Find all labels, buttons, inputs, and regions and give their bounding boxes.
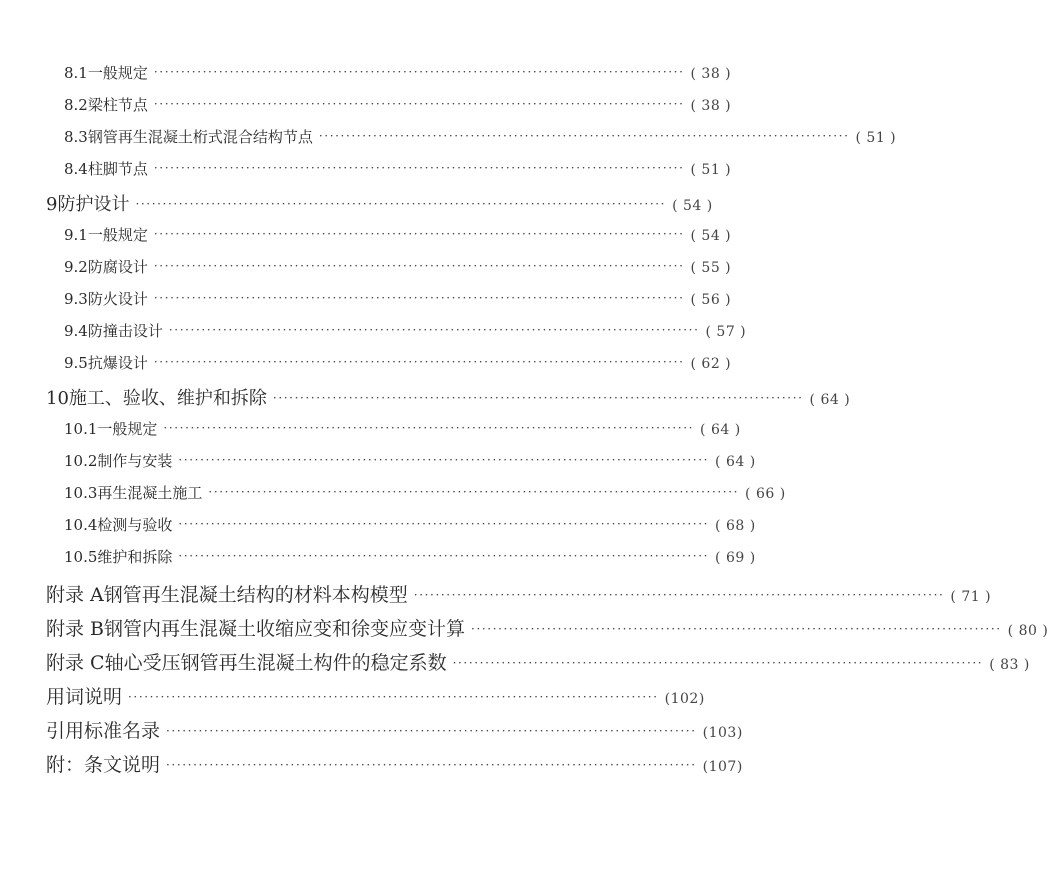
toc-entry-title: 引用标准名录 (46, 720, 161, 742)
toc-entry-10-4[interactable] (64, 514, 756, 535)
toc-entry-page: (107) (702, 759, 743, 775)
toc-entry-page: ( 51 ) (690, 162, 732, 178)
dot-leader: ·································································································· (153, 227, 685, 241)
dot-leader: ·································································································· (153, 355, 685, 369)
toc-entry-title: 附：条文说明 (46, 754, 161, 776)
toc-cited-standards[interactable] (46, 716, 743, 743)
toc-entry-9-5[interactable] (64, 352, 732, 373)
dot-leader: ·································································································· (168, 323, 700, 337)
toc-entry-number: 9.3 (64, 290, 88, 308)
toc-entry-number: 9.5 (64, 354, 88, 372)
dot-leader: ·································································································· (166, 758, 697, 772)
toc-entry-title: 施工、验收、维护和拆除 (68, 388, 267, 409)
toc-entry-title: 检测与验收 (97, 516, 173, 534)
toc-entry-title: 柱脚节点 (87, 160, 148, 178)
toc-entry-page: ( 69 ) (715, 550, 756, 566)
toc-entry-number: 9.4 (64, 322, 88, 340)
dot-leader: ·································································································· (413, 588, 945, 602)
dot-leader: ·································································································· (135, 197, 667, 211)
toc-entry-10-5[interactable] (64, 546, 756, 567)
toc-entry-title: 一般规定 (97, 420, 158, 438)
toc-entry-9-4[interactable] (64, 320, 747, 341)
dot-leader: ·································································································· (166, 724, 697, 738)
toc-appendix-c[interactable] (46, 648, 1030, 675)
toc-entry-title: 制作与安装 (97, 452, 173, 470)
toc-entry-page: ( 71 ) (950, 589, 992, 605)
dot-leader: ·································································································· (153, 291, 685, 305)
toc-entry-number: 8.2 (64, 96, 88, 114)
toc-entry-page: ( 64 ) (700, 422, 741, 438)
toc-entry-number: 9 (46, 194, 58, 215)
toc-entry-page: ( 83 ) (989, 657, 1030, 673)
toc-entry-page: ( 55 ) (690, 260, 732, 276)
toc-entry-number: 9.2 (64, 258, 88, 276)
toc-entry-title: 梁柱节点 (87, 96, 148, 114)
dot-leader: ·································································································· (272, 391, 804, 405)
toc-entry-page: (102) (664, 691, 705, 707)
toc-entry-page: ( 62 ) (690, 356, 732, 372)
toc-entry-title: 一般规定 (87, 226, 148, 244)
toc-entry-number: 附录 C (46, 652, 105, 674)
toc-chapter-10[interactable] (46, 384, 851, 410)
toc-entry-number: 10.4 (64, 516, 98, 534)
toc-entry-title: 防腐设计 (87, 258, 148, 276)
toc-entry-page: (103) (702, 725, 743, 741)
toc-provision-explanation[interactable] (46, 750, 743, 777)
toc-entry-title: 钢管再生混凝土桁式混合结构节点 (87, 128, 313, 146)
dot-leader: ·································································································· (318, 129, 850, 143)
toc-appendix-a[interactable] (46, 580, 992, 607)
toc-entry-title: 防撞击设计 (87, 322, 163, 340)
dot-leader: ·································································································· (471, 622, 1002, 636)
toc-entry-number: 8.4 (64, 160, 88, 178)
toc-entry-page: ( 80 ) (1007, 623, 1048, 639)
toc-entry-title: 轴心受压钢管再生混凝土构件的稳定系数 (104, 652, 447, 674)
toc-entry-title: 钢管内再生混凝土收缩应变和徐变应变计算 (104, 618, 466, 640)
toc-entry-8-4[interactable] (64, 158, 732, 179)
toc-entry-page: ( 54 ) (672, 198, 713, 214)
toc-entry-number: 10.5 (64, 548, 98, 566)
toc-entry-number: 10.1 (64, 420, 98, 438)
toc-entry-8-3[interactable] (64, 126, 897, 147)
toc-entry-title: 抗爆设计 (87, 354, 148, 372)
toc-entry-title: 维护和拆除 (97, 548, 173, 566)
dot-leader: ·································································································· (153, 65, 685, 79)
dot-leader: ·································································································· (208, 485, 740, 499)
toc-entry-number: 8.1 (64, 64, 88, 82)
dot-leader: ·································································································· (178, 517, 710, 531)
toc-entry-number: 附录 B (46, 618, 105, 640)
toc-entry-title: 钢管再生混凝土结构的材料本构模型 (103, 584, 408, 606)
toc-entry-10-1[interactable] (64, 418, 741, 439)
dot-leader: ·································································································· (178, 453, 710, 467)
toc-entry-page: ( 68 ) (715, 518, 756, 534)
dot-leader: ·································································································· (163, 421, 695, 435)
toc-entry-page: ( 66 ) (745, 486, 786, 502)
toc-entry-title: 用词说明 (46, 686, 123, 708)
toc-entry-number: 10 (46, 388, 69, 409)
toc-entry-page: ( 38 ) (690, 98, 732, 114)
toc-entry-page: ( 64 ) (715, 454, 756, 470)
toc-entry-page: ( 64 ) (809, 392, 851, 408)
toc-entry-page: ( 51 ) (855, 130, 897, 146)
toc-entry-8-2[interactable] (64, 94, 732, 115)
toc-entry-number: 10.3 (64, 484, 98, 502)
dot-leader: ·································································································· (153, 97, 685, 111)
toc-entry-9-3[interactable] (64, 288, 732, 309)
toc-appendix-b[interactable] (46, 614, 1048, 641)
toc-entry-10-3[interactable] (64, 482, 786, 503)
dot-leader: ·································································································· (128, 690, 659, 704)
toc-entry-9-1[interactable] (64, 224, 732, 245)
toc-entry-page: ( 56 ) (690, 292, 732, 308)
dot-leader: ·································································································· (153, 259, 685, 273)
toc-entry-number: 8.3 (64, 128, 88, 146)
toc-entry-title: 防护设计 (57, 194, 130, 215)
toc-entry-title: 防火设计 (87, 290, 148, 308)
toc-entry-page: ( 38 ) (690, 66, 732, 82)
toc-chapter-9[interactable] (46, 190, 713, 216)
toc-entry-8-1[interactable] (64, 62, 732, 83)
toc-entry-number: 附录 A (46, 584, 104, 606)
toc-entry-number: 9.1 (64, 226, 88, 244)
toc-entry-title: 再生混凝土施工 (97, 484, 203, 502)
dot-leader: ·································································································· (452, 656, 984, 670)
toc-entry-number: 10.2 (64, 452, 98, 470)
toc-word-explanation[interactable] (46, 682, 705, 709)
dot-leader: ·································································································· (178, 549, 710, 563)
toc-entry-page: ( 57 ) (705, 324, 747, 340)
toc-entry-9-2[interactable] (64, 256, 732, 277)
toc-entry-page: ( 54 ) (690, 228, 732, 244)
toc-entry-title: 一般规定 (87, 64, 148, 82)
dot-leader: ·································································································· (153, 161, 685, 175)
toc-entry-10-2[interactable] (64, 450, 756, 471)
